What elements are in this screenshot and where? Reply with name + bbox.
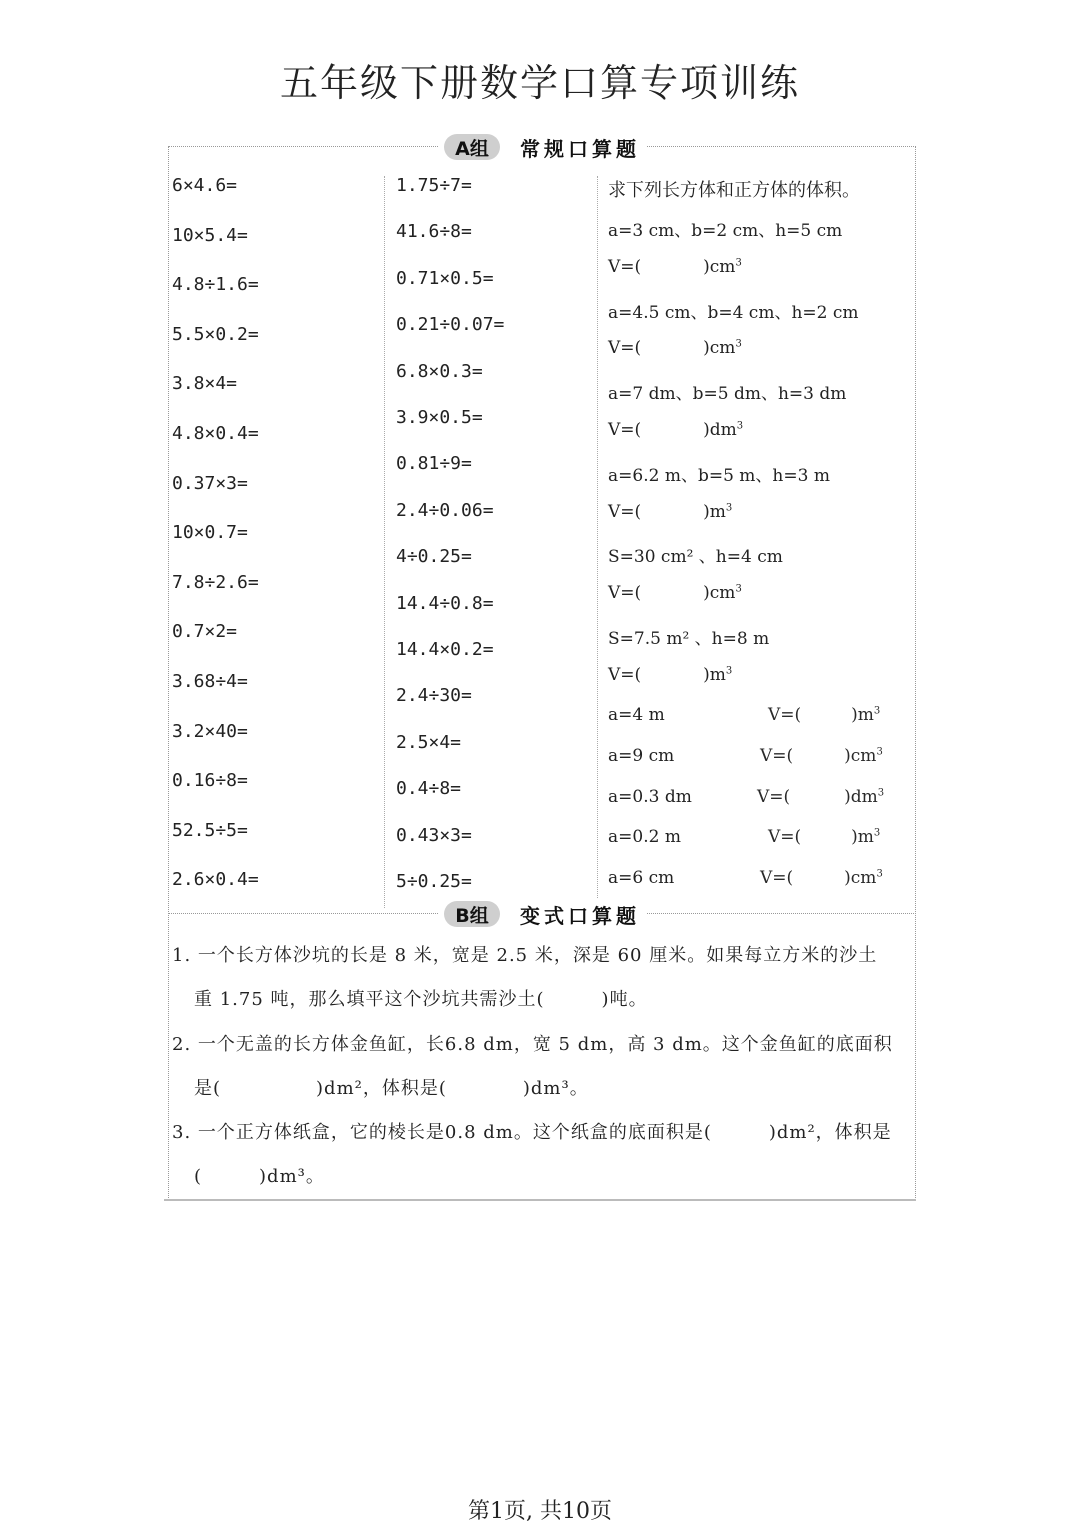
equation-item: 10×5.4= <box>172 224 248 246</box>
unit-label: )$cm^3$ <box>703 256 742 277</box>
volume-answer <box>608 502 732 522</box>
equation-item: 2.4÷0.06= <box>396 499 494 521</box>
volume-label: V=( <box>760 868 794 889</box>
column-divider-1 <box>384 176 385 908</box>
equation-item: 4÷0.25= <box>396 546 472 568</box>
group-b-title: 变式口算题 <box>520 903 640 928</box>
cube-volume <box>768 827 880 847</box>
page-title: 五年级下册数学口算专项训练 <box>279 61 800 105</box>
equation-item: 0.7×2= <box>172 621 238 643</box>
dimension-line: a=6.2 m、b=5 m、h=3 m <box>608 465 830 486</box>
dimension-line: a=3 cm、b=2 cm、h=5 cm <box>608 221 843 241</box>
volume-label: V=( <box>608 420 642 440</box>
equation-item: 14.4÷0.8= <box>396 592 494 614</box>
unit-label: )$m^3$ <box>851 705 881 725</box>
dimension-line: a=4.5 cm、b=4 cm、h=2 cm <box>608 302 859 323</box>
volume-answer <box>608 583 742 603</box>
dimension-line: S=7.5 m² 、h=8 m <box>608 629 770 649</box>
bottom-divider <box>164 1199 916 1201</box>
volume-label: V=( <box>768 827 802 848</box>
unit-exponent: 3 <box>735 257 742 269</box>
equation-item: 1.75÷7= <box>396 175 472 196</box>
equation-item: 0.21÷0.07= <box>396 314 505 336</box>
unit-label: )$cm^3$ <box>703 338 742 359</box>
column-divider-2 <box>597 176 598 908</box>
unit-label: )$m^3$ <box>703 664 733 685</box>
equation-item: 0.81÷9= <box>396 453 472 475</box>
unit-label: )$cm^3$ <box>844 745 883 766</box>
equation-item: 3.8×4= <box>172 373 238 395</box>
equation-item: 10×0.7= <box>172 522 248 544</box>
equation-item: 5.5×0.2= <box>172 323 259 345</box>
volume-answer <box>608 257 742 277</box>
cube-edge: a=6 cm <box>608 868 675 889</box>
volume-label: V=( <box>757 786 791 807</box>
unit-label: )$m^3$ <box>851 827 881 848</box>
equation-item: 6×4.6= <box>172 175 238 196</box>
cube-edge: a=9 cm <box>608 745 675 766</box>
problem-text: 1. 一个长方体沙坑的长是 8 米，宽是 2.5 米，深是 60 厘米。如果每立方米的沙土 <box>172 945 878 966</box>
volume-label: V=( <box>608 338 642 359</box>
unit-label: )$dm^3$ <box>844 786 885 807</box>
volume-label: V=( <box>608 256 642 277</box>
volume-answer <box>608 338 742 358</box>
group-b-header <box>438 899 646 929</box>
group-a-title: 常规口算题 <box>520 136 640 161</box>
equation-item: 3.2×40= <box>172 720 248 742</box>
problem-text: 重 1.75 吨，那么填平这个沙坑共需沙土( )吨。 <box>194 989 648 1010</box>
equation-item: 41.6÷8= <box>396 221 472 243</box>
unit-exponent: 3 <box>876 746 883 758</box>
equation-item: 6.8×0.3= <box>396 360 483 382</box>
equation-item: 0.37×3= <box>172 472 248 494</box>
page-footer: 第1页, 共10页 <box>468 1499 612 1524</box>
volume-label: V=( <box>768 705 802 725</box>
problem-text: 2. 一个无盖的长方体金鱼缸，长6.8 dm，宽 5 dm，高 3 dm。这个金鱼缸的底面积 <box>172 1033 893 1055</box>
cube-edge: a=0.2 m <box>608 827 681 848</box>
unit-exponent: 3 <box>725 501 733 513</box>
equation-item: 2.4÷30= <box>396 685 472 707</box>
equation-item: 0.71×0.5= <box>396 267 494 289</box>
cube-volume <box>768 705 880 725</box>
volume-label: V=( <box>760 745 794 766</box>
unit-exponent: 3 <box>873 827 881 839</box>
equation-item: 0.16÷8= <box>172 770 248 792</box>
unit-exponent: 3 <box>725 665 733 677</box>
dimension-line: S=30 cm² 、h=4 cm <box>608 547 783 568</box>
dimension-line: a=7 dm、b=5 dm、h=3 dm <box>608 384 847 405</box>
group-a-badge: A组 <box>444 134 500 160</box>
equation-item: 0.4÷8= <box>396 778 462 800</box>
problem-text: 是( )dm²，体积是( )dm³。 <box>194 1077 589 1099</box>
unit-exponent: 3 <box>736 420 744 432</box>
cube-edge: a=0.3 dm <box>608 786 692 807</box>
equation-item: 14.4×0.2= <box>396 639 494 660</box>
unit-exponent: 3 <box>735 583 742 595</box>
volume-answer <box>608 420 743 440</box>
equation-item: 4.8×0.4= <box>172 423 259 444</box>
equation-item: 2.5×4= <box>396 731 462 753</box>
equation-item: 4.8÷1.6= <box>172 274 259 296</box>
equation-item: 0.43×3= <box>396 824 472 846</box>
volume-instruction: 求下列长方体和正方体的体积。 <box>608 180 860 201</box>
equation-item: 7.8÷2.6= <box>172 571 259 593</box>
unit-exponent: 3 <box>876 868 883 880</box>
unit-label: )$m^3$ <box>703 501 733 522</box>
problem-text: ( )dm³。 <box>194 1166 325 1187</box>
volume-label: V=( <box>608 664 642 685</box>
cube-volume <box>757 787 884 807</box>
unit-exponent: 3 <box>877 786 885 798</box>
equation-item: 3.68÷4= <box>172 671 248 692</box>
group-a-header <box>438 132 646 162</box>
problem-text: 3. 一个正方体纸盒，它的棱长是0.8 dm。这个纸盒的底面积是( )dm²，体积是 <box>172 1122 892 1143</box>
volume-label: V=( <box>608 583 642 604</box>
volume-answer <box>608 665 732 685</box>
unit-exponent: 3 <box>873 705 881 717</box>
equation-item: 5÷0.25= <box>396 871 472 892</box>
equation-item: 3.9×0.5= <box>396 407 483 428</box>
unit-exponent: 3 <box>735 338 742 350</box>
cube-volume <box>760 746 883 766</box>
unit-label: )$cm^3$ <box>844 868 883 889</box>
unit-label: )$dm^3$ <box>703 420 744 440</box>
volume-label: V=( <box>608 501 642 522</box>
group-b-badge: B组 <box>444 901 500 927</box>
cube-volume <box>760 868 883 888</box>
equation-item: 52.5÷5= <box>172 819 248 841</box>
unit-label: )$cm^3$ <box>703 583 742 604</box>
cube-edge: a=4 m <box>608 705 665 725</box>
equation-item: 2.6×0.4= <box>172 869 259 891</box>
